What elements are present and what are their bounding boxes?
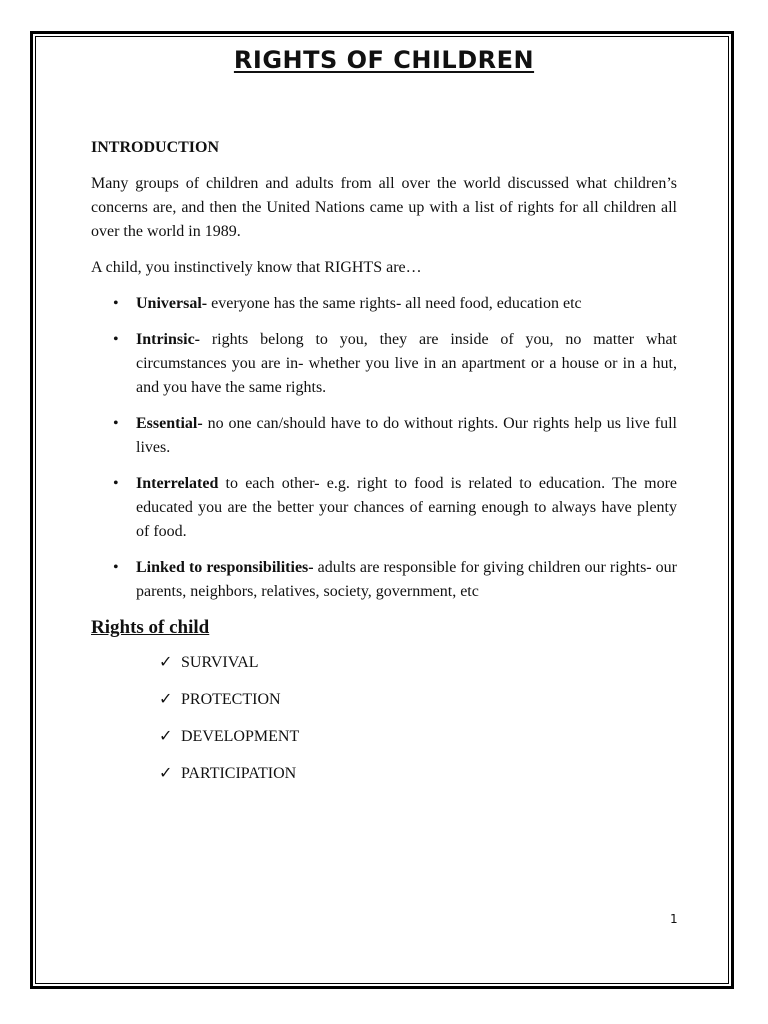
right-label: SURVIVAL: [181, 654, 259, 671]
bullet-term: Essential-: [136, 415, 203, 432]
introduction-paragraph: Many groups of children and adults from all over the world discussed what children’s concerns are, and then the United Nations came up with a list of rights for all children all over the world in 1989.: [91, 175, 677, 240]
checkmark-icon: ✓: [159, 765, 173, 782]
checkmark-icon: ✓: [159, 654, 173, 671]
list-item: [91, 292, 677, 316]
bullet-text: to each other- e.g. right to food is related to education. The more educated you are the better your chances of earning enough to always have plenty of food.: [136, 475, 677, 540]
bullet-term: Linked to responsibilities-: [136, 559, 314, 576]
rights-characteristics-list: [91, 292, 677, 604]
list-item: [91, 412, 677, 460]
checkmark-icon: ✓: [159, 691, 173, 708]
list-item: [159, 762, 677, 786]
checkmark-icon: ✓: [159, 728, 173, 745]
list-item: [159, 651, 677, 675]
list-item: [159, 688, 677, 712]
bullet-term: Interrelated: [136, 475, 219, 492]
bullet-text: everyone has the same rights- all need food, education etc: [207, 295, 582, 312]
document-body: [91, 136, 677, 799]
right-label: PROTECTION: [181, 691, 281, 708]
document-title: RIGHTS OF CHILDREN: [233, 46, 535, 74]
bullet-icon: •: [113, 475, 119, 492]
list-item: [91, 556, 677, 604]
right-label: PARTICIPATION: [181, 765, 297, 782]
page-number: 1: [670, 912, 678, 926]
bullet-icon: •: [113, 331, 119, 348]
list-item: [159, 725, 677, 749]
bullet-text: no one can/should have to do without rights. Our rights help us live full lives.: [136, 415, 677, 456]
introduction-heading: INTRODUCTION: [91, 139, 220, 156]
bullet-term: Intrinsic-: [136, 331, 200, 348]
bullet-text: adults are responsible for giving children our rights- our parents, neighbors, relatives, society, government, etc: [136, 559, 678, 600]
list-item: [91, 328, 677, 400]
bullet-icon: •: [113, 295, 119, 312]
bullet-text: rights belong to you, they are inside of you, no matter what circumstances you are in- whether you live in an apartment or a house or in a hut, and you have the same rights.: [136, 331, 677, 396]
right-label: DEVELOPMENT: [181, 728, 300, 745]
bullet-term: Universal-: [136, 295, 208, 312]
rights-checklist: [91, 651, 677, 786]
list-item: [91, 472, 677, 544]
rights-of-child-heading: Rights of child: [91, 617, 210, 638]
rights-lead-in: A child, you instinctively know that RIGHTS are…: [91, 259, 422, 276]
bullet-icon: •: [113, 415, 119, 432]
bullet-icon: •: [113, 559, 119, 576]
